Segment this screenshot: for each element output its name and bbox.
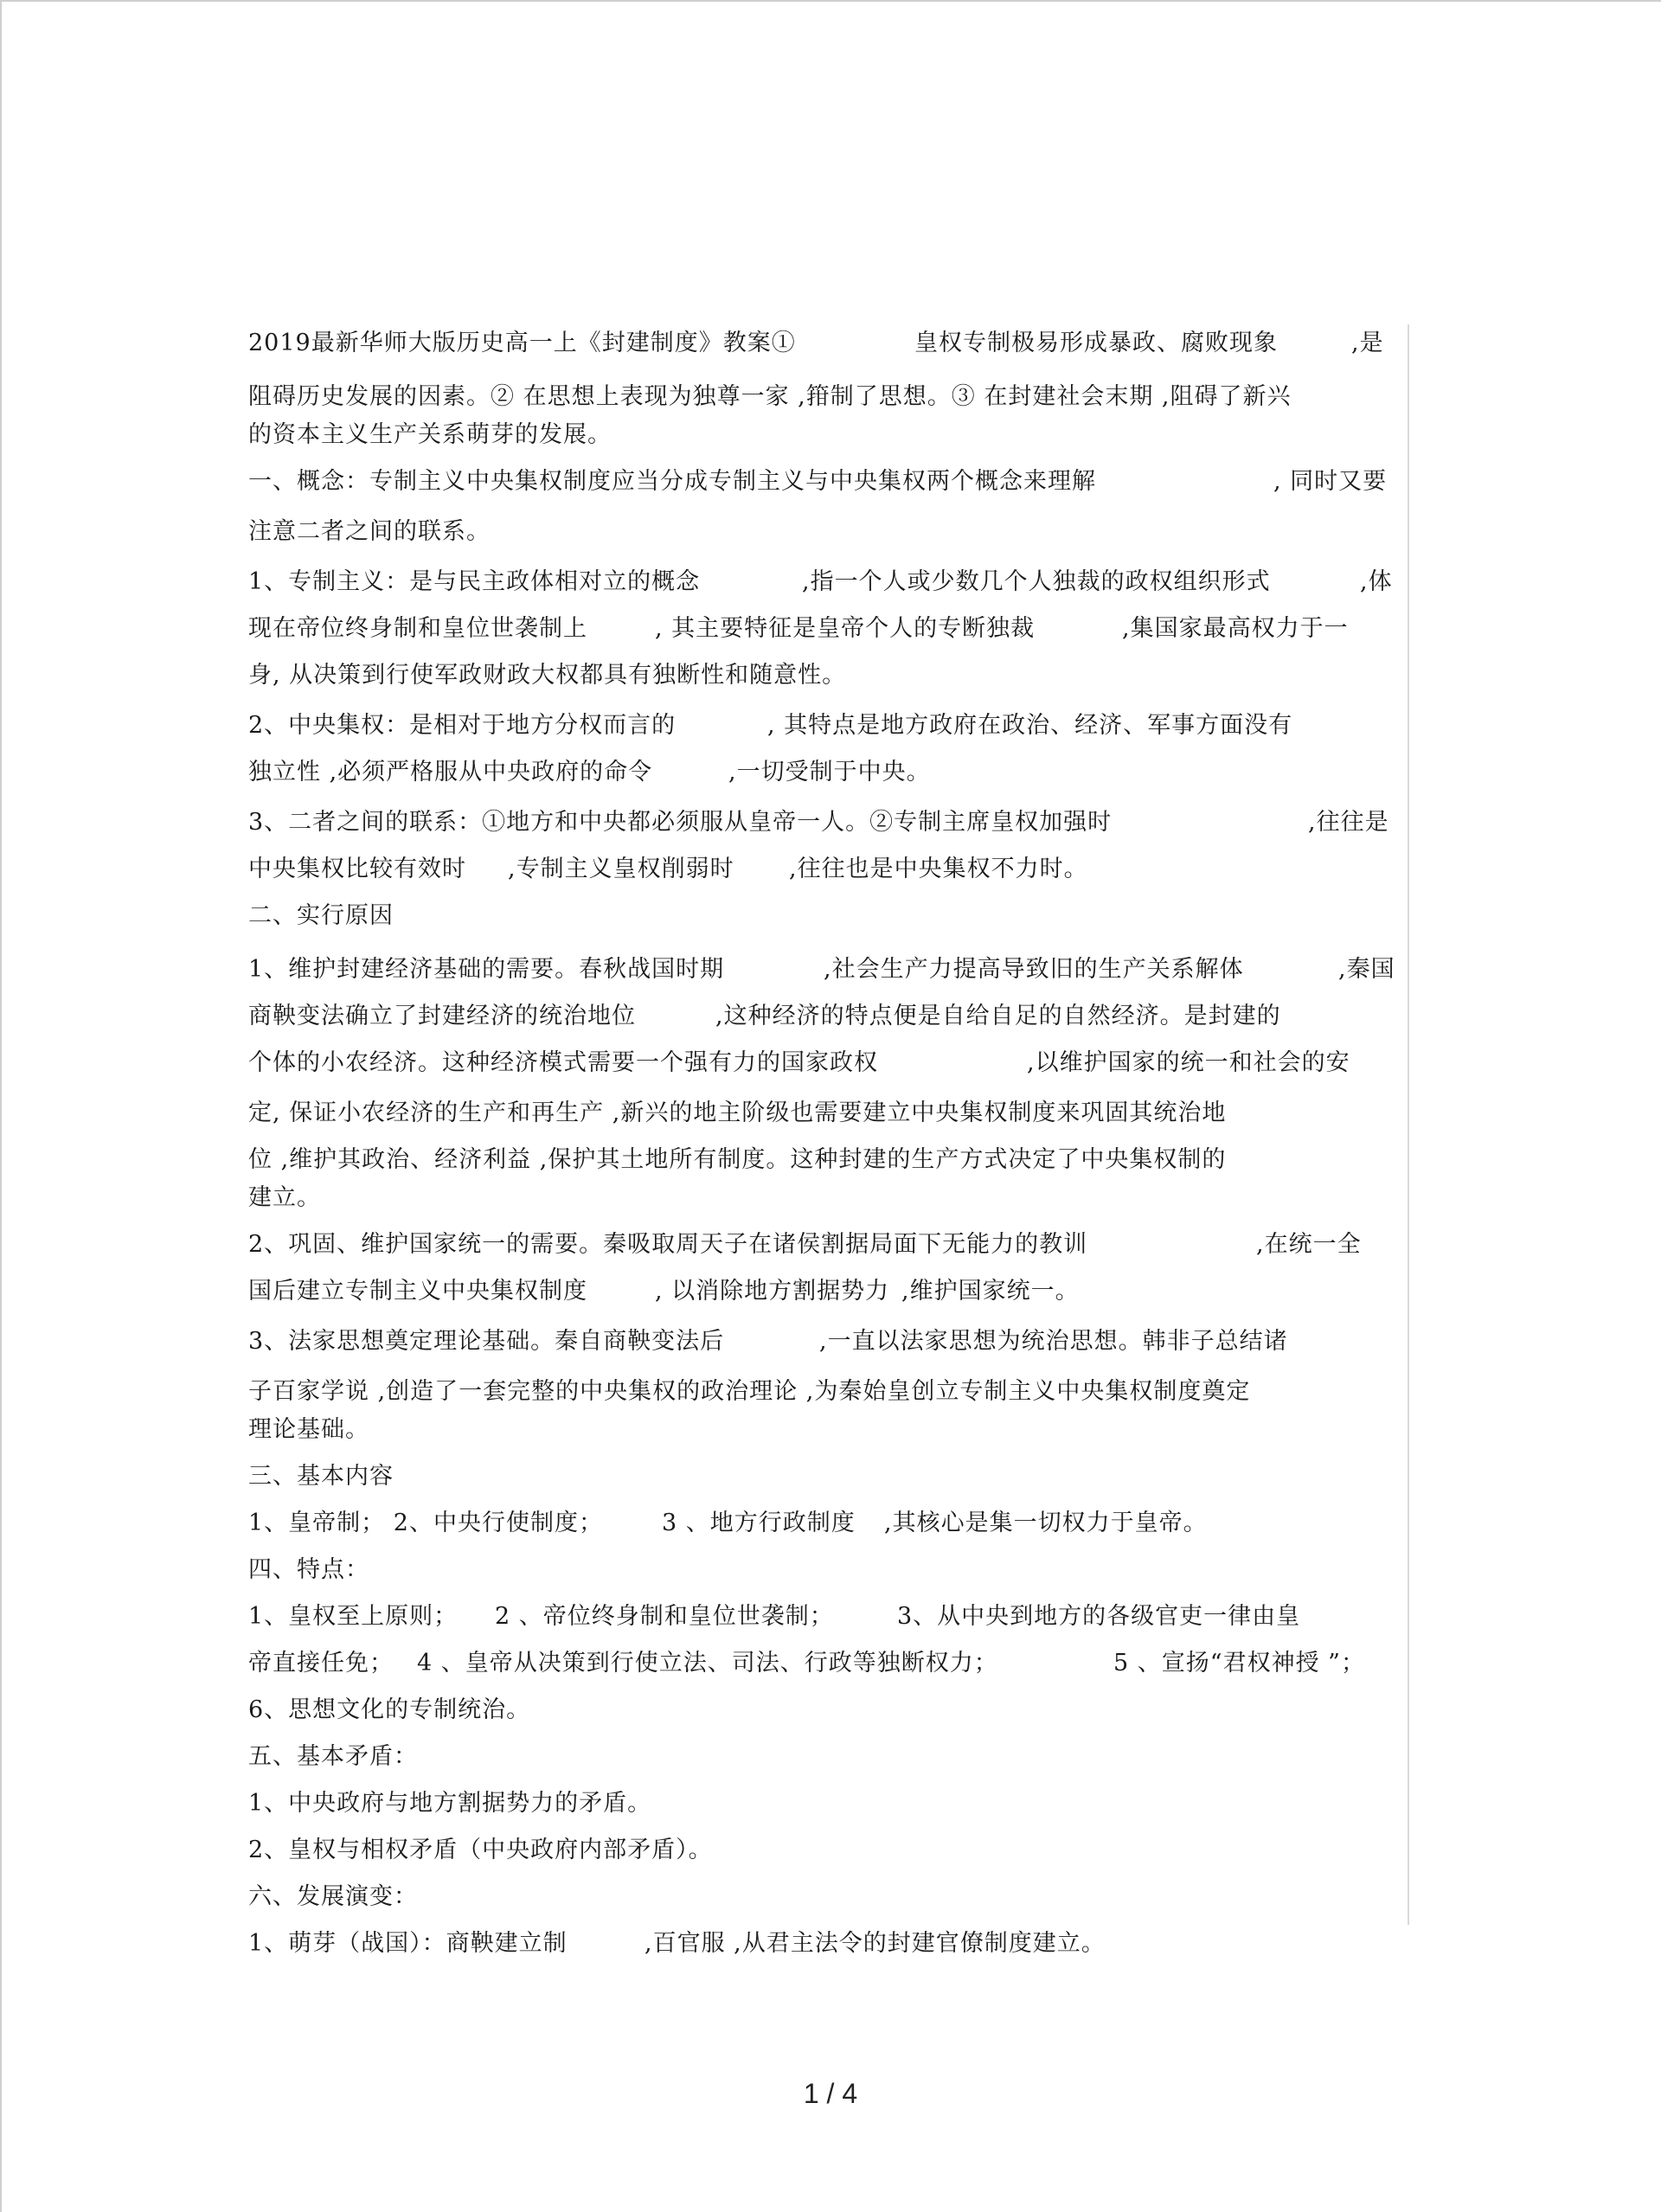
text-segment: ,秦国 bbox=[1338, 956, 1395, 983]
text-segment: ,在统一全 bbox=[1256, 1231, 1362, 1258]
text-line bbox=[248, 1094, 1408, 1132]
text-line bbox=[248, 324, 1408, 362]
text-line bbox=[248, 1226, 1408, 1264]
document-body bbox=[248, 324, 1408, 1963]
text-segment: ,其核心是集一切权力于皇帝。 bbox=[884, 1510, 1208, 1536]
text-segment: 现在帝位终身制和皇位世袭制上 bbox=[248, 615, 587, 642]
text-segment: ,维护国家统一。 bbox=[901, 1278, 1080, 1305]
text-segment: 六、发展演变： bbox=[248, 1883, 418, 1910]
page-number: 1 / 4 bbox=[803, 2078, 858, 2109]
text-segment: 帝直接任免； bbox=[248, 1650, 394, 1677]
text-segment: 定, 保证小农经济的生产和再生产 ,新兴的地主阶级也需要建立中央集权制度来巩固其统治地 bbox=[248, 1100, 1227, 1126]
text-segment: 皇权专制极易形成暴政、腐败现象 bbox=[914, 330, 1278, 356]
text-segment: 的资本主义生产关系萌芽的发展。 bbox=[248, 421, 612, 448]
text-segment: ,往往是 bbox=[1308, 809, 1389, 836]
text-segment: 阻碍历史发展的因素。② 在思想上表现为独尊一家 ,箝制了思想。③ 在封建社会末期 ,阻碍了新兴 bbox=[248, 383, 1292, 410]
text-segment: 3 、地方行政制度 bbox=[662, 1510, 856, 1536]
text-segment: 四、特点： bbox=[248, 1556, 369, 1583]
text-segment: 建立。 bbox=[248, 1184, 321, 1211]
page-left-border bbox=[0, 0, 2, 2212]
text-segment: 位 ,维护其政治、经济利益 ,保护其土地所有制度。这种封建的生产方式决定了中央集权制的 bbox=[248, 1146, 1227, 1173]
text-line bbox=[248, 753, 1408, 792]
text-line bbox=[248, 1323, 1408, 1361]
text-segment: ,这种经济的特点便是自给自足的自然经济。是封建的 bbox=[715, 1003, 1281, 1029]
page-top-border bbox=[0, 0, 1661, 2]
text-segment: 1、维护封建经济基础的需要。春秋战国时期 bbox=[248, 956, 725, 983]
text-segment: 注意二者之间的联系。 bbox=[248, 518, 491, 545]
text-line bbox=[248, 804, 1408, 842]
text-line bbox=[248, 850, 1408, 888]
text-segment: , 以消除地方割据势力 bbox=[655, 1278, 890, 1305]
text-segment: ,是 bbox=[1351, 330, 1384, 356]
text-segment: 1、专制主义：是与民主政体相对立的概念 bbox=[248, 568, 701, 595]
text-segment: ,一切受制于中央。 bbox=[728, 759, 931, 785]
text-segment: 3、从中央到地方的各级官吏一律由皇 bbox=[897, 1603, 1301, 1630]
text-line bbox=[248, 1645, 1408, 1683]
text-line bbox=[248, 707, 1408, 745]
text-segment: 2、巩固、维护国家统一的需要。秦吸取周天子在诸侯割据局面下无能力的教训 bbox=[248, 1231, 1088, 1258]
title-text: 2019最新华师大版历史高一上《封建制度》教案① bbox=[248, 330, 796, 356]
text-segment: 商鞅变法确立了封建经济的统治地位 bbox=[248, 1003, 636, 1029]
text-segment: 2、皇权与相权矛盾（中央政府内部矛盾）。 bbox=[248, 1837, 713, 1863]
text-segment: 1、皇帝制； 2、中央行使制度； bbox=[248, 1510, 603, 1536]
section-heading bbox=[248, 1551, 1408, 1589]
text-line bbox=[248, 1598, 1408, 1636]
text-line bbox=[248, 951, 1408, 989]
text-segment: ,社会生产力提高导致旧的生产关系解体 bbox=[824, 956, 1244, 983]
text-line bbox=[248, 416, 1408, 454]
text-segment: 3、二者之间的联系：①地方和中央都必须服从皇帝一人。②专制主席皇权加强时 bbox=[248, 809, 1113, 836]
text-segment: 个体的小农经济。这种经济模式需要一个强有力的国家政权 bbox=[248, 1049, 878, 1076]
text-line bbox=[248, 563, 1408, 601]
text-segment: 理论基础。 bbox=[248, 1416, 369, 1443]
text-segment: 5 、宣扬“君权神授 ”； bbox=[1113, 1650, 1365, 1677]
text-segment: 1、萌芽（战国）：商鞅建立制 bbox=[248, 1930, 568, 1957]
text-segment: ,以维护国家的统一和社会的安 bbox=[1027, 1049, 1350, 1076]
text-line bbox=[248, 1504, 1408, 1542]
text-segment: 身, 从决策到行使军政财政大权都具有独断性和随意性。 bbox=[248, 662, 847, 689]
section-heading bbox=[248, 1458, 1408, 1496]
text-segment: 1、皇权至上原则； bbox=[248, 1603, 459, 1630]
text-line bbox=[248, 1141, 1408, 1179]
text-segment: 4 、皇帝从决策到行使立法、司法、行政等独断权力； bbox=[417, 1650, 998, 1677]
text-segment: 子百家学说 ,创造了一套完整的中央集权的政治理论 ,为秦始皇创立专制主义中央集权制度奠定 bbox=[248, 1378, 1251, 1405]
text-line bbox=[248, 1373, 1408, 1411]
text-segment: ,体 bbox=[1360, 568, 1393, 595]
text-line bbox=[248, 1691, 1408, 1729]
text-segment: 中央集权比较有效时 bbox=[248, 856, 466, 882]
text-line bbox=[248, 1785, 1408, 1823]
section-heading bbox=[248, 897, 1408, 935]
text-line bbox=[248, 1044, 1408, 1082]
text-line bbox=[248, 1411, 1408, 1449]
section-heading bbox=[248, 1738, 1408, 1776]
text-segment: , 其主要特征是皇帝个人的专断独裁 bbox=[655, 615, 1036, 642]
content-right-rule bbox=[1408, 324, 1409, 1925]
text-line bbox=[248, 657, 1408, 695]
text-line bbox=[248, 1273, 1408, 1311]
text-segment: 国后建立专制主义中央集权制度 bbox=[248, 1278, 587, 1305]
text-segment: ,集国家最高权力于一 bbox=[1122, 615, 1349, 642]
text-segment: ,往往也是中央集权不力时。 bbox=[789, 856, 1088, 882]
text-segment: ,指一个人或少数几个人独裁的政权组织形式 bbox=[802, 568, 1271, 595]
text-segment: 3、法家思想奠定理论基础。秦自商鞅变法后 bbox=[248, 1328, 725, 1355]
text-segment: 2、中央集权：是相对于地方分权而言的 bbox=[248, 712, 677, 739]
text-segment: ,百官服 ,从君主法令的封建官僚制度建立。 bbox=[645, 1930, 1106, 1957]
text-segment: , 其特点是地方政府在政治、经济、军事方面没有 bbox=[767, 712, 1293, 739]
text-line bbox=[248, 378, 1408, 416]
text-segment: , 同时又要 bbox=[1273, 468, 1388, 495]
text-line bbox=[248, 1831, 1408, 1869]
section-heading bbox=[248, 1878, 1408, 1916]
text-segment: 二、实行原因 bbox=[248, 902, 394, 929]
text-line bbox=[248, 1925, 1408, 1963]
text-segment: 2 、帝位终身制和皇位世袭制； bbox=[495, 1603, 834, 1630]
text-line bbox=[248, 1179, 1408, 1217]
text-segment: 一、概念：专制主义中央集权制度应当分成专制主义与中央集权两个概念来理解 bbox=[248, 468, 1096, 495]
text-line bbox=[248, 513, 1408, 551]
text-segment: 五、基本矛盾： bbox=[248, 1743, 418, 1770]
text-line bbox=[248, 997, 1408, 1035]
text-segment: 1、中央政府与地方割据势力的矛盾。 bbox=[248, 1790, 652, 1817]
text-segment: 三、基本内容 bbox=[248, 1463, 394, 1490]
text-segment: ,一直以法家思想为统治思想。韩非子总结诸 bbox=[819, 1328, 1288, 1355]
section-heading bbox=[248, 463, 1408, 501]
text-segment: 独立性 ,必须严格服从中央政府的命令 bbox=[248, 759, 653, 785]
text-segment: 6、思想文化的专制统治。 bbox=[248, 1696, 531, 1723]
text-segment: ,专制主义皇权削弱时 bbox=[508, 856, 734, 882]
text-line bbox=[248, 610, 1408, 648]
